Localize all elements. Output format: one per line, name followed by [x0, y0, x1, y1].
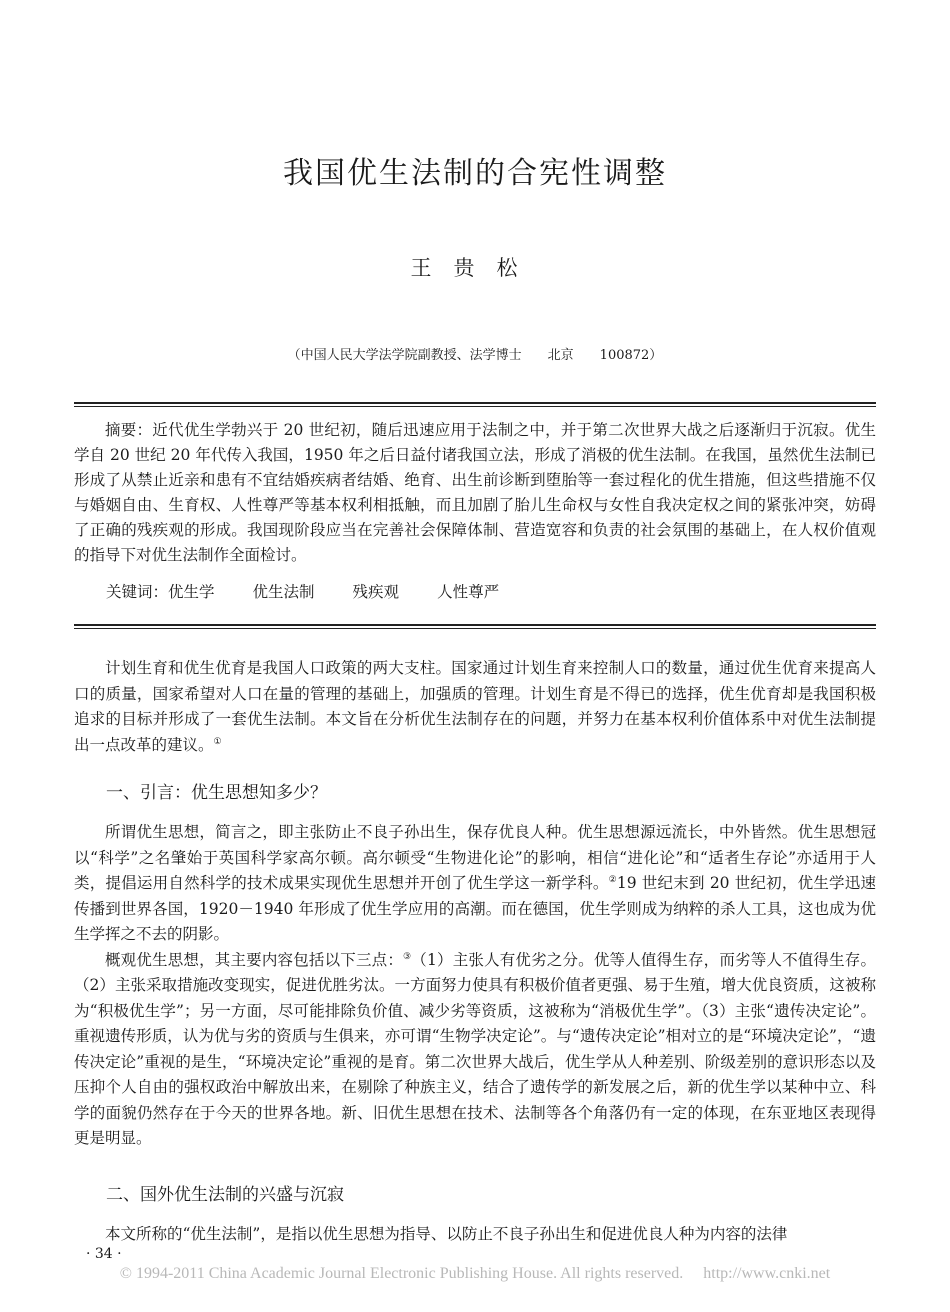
section-1-text: 19 世纪末到 20 世纪初，优生学迅速传播到世界各国，1920－1940 年形成了优生学应用的高潮。而在德国，优生学则成为纳粹的杀人工具，这也成为优生学挥之不去的阴影。 [74, 874, 876, 943]
intro-paragraph [74, 656, 876, 758]
abstract-bottom-rule [74, 624, 876, 629]
section-1-text: （1）主张人有优劣之分。优等人值得生存，而劣等人不值得生存。（2）主张采取措施改变现实，促进优胜劣汰。一方面努力使具有积极价值者更强、易于生殖，增大优良资质，这被称为“积极优生学”；另一方面，尽可能排除负价值、减少劣等资质，这被称为“消极优生学”。（3）主张“遗传决定论”。重视遗传形质，认为优与劣的资质与生俱来，亦可谓“生物学决定论”。与“遗传决定论”相对立的是“环境决定论”，“遗传决定论”重视的是生，“环境决定论”重视的是育。第二次世界大战后，优生学从人种差别、阶级差别的意识形态以及压抑个人自由的强权政治中解放出来，在剔除了种族主义，结合了遗传学的新发展之后，新的优生学以某种中立、科学的面貌仍然存在于今天的世界各地。新、旧优生思想在技术、法制等各个角落仍有一定的体现，在东亚地区表现得更是明显。 [74, 950, 876, 1147]
footnote-marker[interactable]: ② [608, 874, 617, 885]
copyright-footer: © 1994-2011 China Academic Journal Electronic Publishing House. All rights reserved. http://www.cnki.net [119, 1265, 831, 1282]
keyword-item: 残疾观 [352, 583, 400, 601]
abstract: 摘要：近代优生学勃兴于 20 世纪初，随后迅速应用于法制之中，并于第二次世界大战之后逐渐归于沉寂。优生学自 20 世纪 20 年代传入我国，1950 年之后日益付诸我国立法，形成了消极的优生法制。在我国，虽然优生法制已形成了从禁止近亲和患有不宜结婚疾病者结婚、绝育、出生前诊断到堕胎等一套过程化的优生措施，但这些措施不仅与婚姻自由、生育权、人性尊严等基本权利相抵触，而且加剧了胎儿生命权与女性自我决定权之间的紧张冲突，妨碍了正确的残疾观的形成。我国现阶段应当在完善社会保障体制、营造宽容和负责的社会氛围的基础上，在人权价值观的指导下对优生法制作全面检讨。 [74, 421, 876, 564]
section-1-paragraph [74, 820, 876, 948]
keyword-item: 优生法制 [252, 583, 315, 601]
section-2-body [74, 1222, 876, 1248]
section-1-heading: 一、引言：优生思想知多少？ [106, 783, 327, 803]
keywords [106, 580, 537, 605]
keywords-label: 关键词： [106, 583, 169, 601]
keyword-item: 优生学 [168, 583, 215, 601]
keyword-item: 人性尊严 [437, 583, 500, 601]
abstract-top-rule [74, 402, 876, 407]
author-affiliation: （中国人民大学法学院副教授、法学博士 北京 100872） [287, 348, 663, 363]
introduction [74, 656, 876, 758]
footnote-marker[interactable]: ① [213, 736, 222, 747]
intro-text: 计划生育和优生优育是我国人口政策的两大支柱。国家通过计划生育来控制人口的数量，通过优生优育来提高人口的质量，国家希望对人口在量的管理的基础上，加强质的管理。计划生育是不得已的选择，优生优育却是我国积极追求的目标并形成了一套优生法制。本文旨在分析优生法制存在的问题，并努力在基本权利价值体系中对优生法制提出一点改革的建议。 [74, 659, 876, 754]
page-number: · 34 · [86, 1246, 122, 1262]
section-1-text: 所谓优生思想，简言之，即主张防止不良子孙出生，保存优良人种。优生思想源远流长，中外皆然。优生思想冠以“科学”之名肇始于英国科学家高尔顿。高尔顿受“生物进化论”的影响，相信“进化论”和“适者生存论”亦适用于人类，提倡运用自然科学的技术成果实现优生思想并开创了优生学这一新学科。 [74, 823, 876, 892]
paper-title: 我国优生法制的合宪性调整 [283, 156, 667, 191]
section-1-body [74, 820, 876, 1152]
section-2-heading: 二、国外优生法制的兴盛与沉寂 [106, 1185, 344, 1205]
section-1-text: 概观优生思想，其主要内容包括以下三点： [105, 950, 404, 969]
section-1-paragraph [74, 948, 876, 1152]
section-2-paragraph: 本文所称的“优生法制”，是指以优生思想为指导、以防止不良子孙出生和促进优良人种为内容的法律 [105, 1225, 788, 1243]
author-name: 王贵松 [410, 256, 540, 280]
footnote-marker[interactable]: ③ [403, 951, 412, 962]
